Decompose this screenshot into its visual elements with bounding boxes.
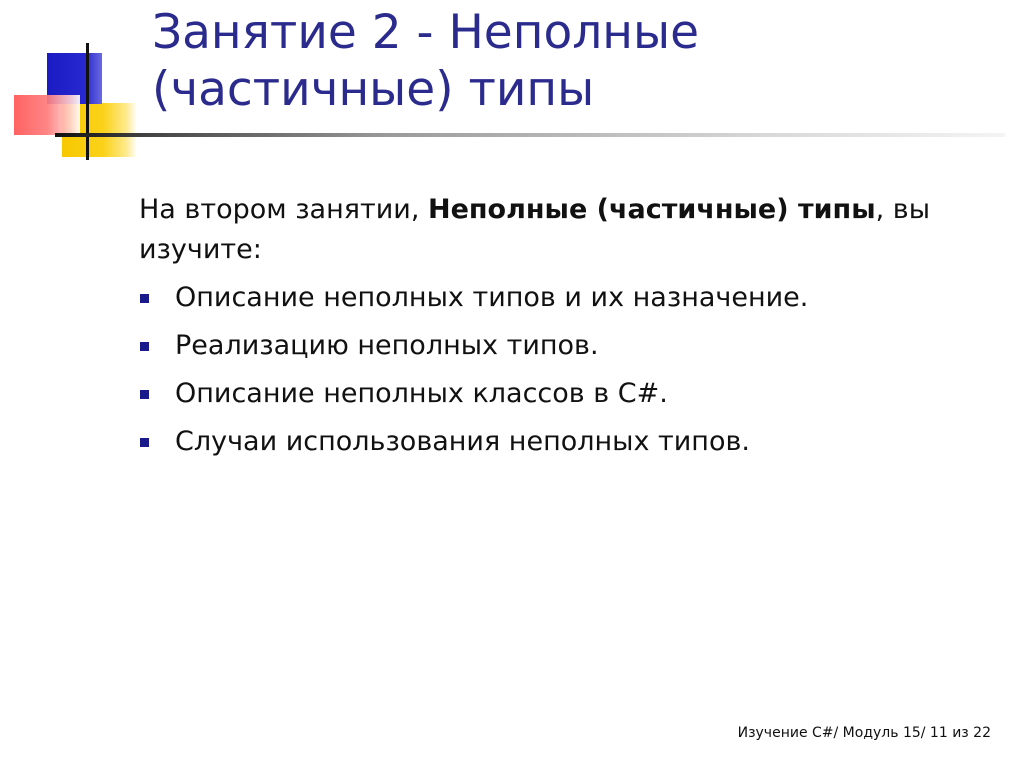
list-item-text: Случаи использования неполных типов.: [175, 426, 750, 457]
list-item: [139, 326, 999, 374]
square-bullet-icon: [140, 342, 149, 351]
intro-prefix: На втором занятии,: [139, 194, 428, 225]
square-bullet-icon: [140, 438, 149, 447]
square-bullet-icon: [140, 390, 149, 399]
intro-suffix: , вы изучите:: [139, 194, 931, 265]
slide-title: Занятие 2 - Неполные (частичные) типы: [152, 5, 699, 117]
decorative-vertical-line: [86, 43, 89, 160]
list-item: [139, 422, 999, 470]
title-underline: [55, 133, 1005, 137]
list-item: [139, 278, 999, 326]
list-item-text: Описание неполных типов и их назначение.: [175, 282, 809, 313]
list-item-text: Описание неполных классов в C#.: [175, 378, 668, 409]
intro-bold-topic: Неполные (частичные) типы: [427, 194, 876, 225]
bullet-list: [139, 278, 999, 470]
list-item-text: Реализацию неполных типов.: [175, 330, 599, 361]
list-item: [139, 374, 999, 422]
decorative-red-rectangle: [14, 95, 80, 135]
slide-footer: Изучение C#/ Модуль 15/ 11 из 22: [737, 725, 991, 741]
square-bullet-icon: [140, 294, 149, 303]
intro-paragraph: [139, 190, 999, 270]
